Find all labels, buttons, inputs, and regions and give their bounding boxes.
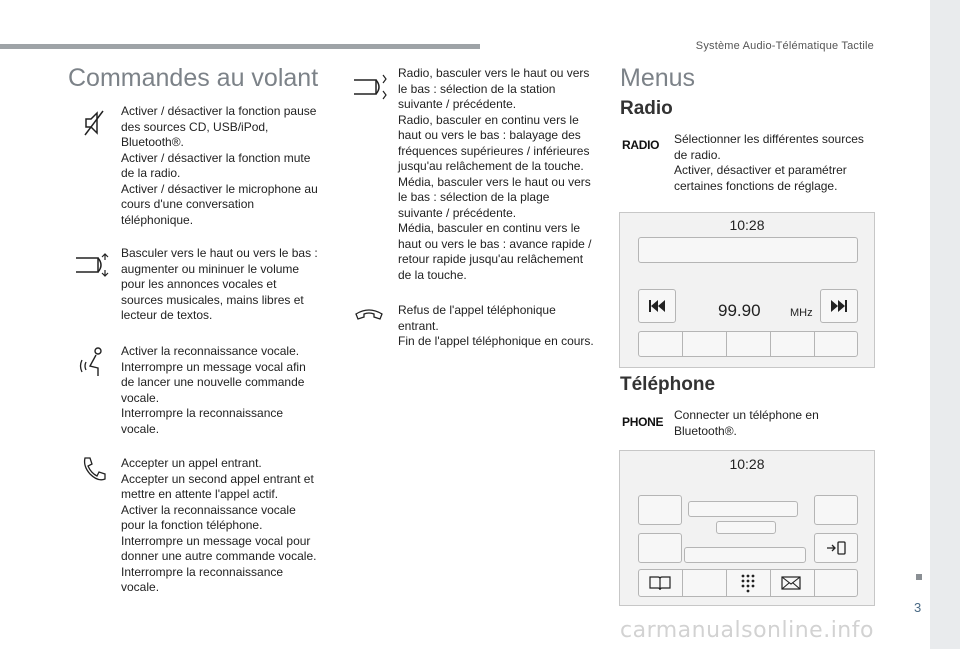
left-item-2-text: Basculer vers le haut ou vers le bas : augmenter ou mininuer le volume pour les annonces vocales et sources musicales, mains libres et lecteur de textos. [121,246,318,322]
radio-badge: RADIO [622,138,660,152]
phone-heading: Téléphone [620,374,716,395]
phone-screen [619,450,875,606]
radio-frequency: 99.90 [718,301,761,320]
phone-connect-button[interactable] [814,533,858,563]
phone-connect-icon [815,534,857,562]
preset-divider [682,331,683,357]
radio-prev-button[interactable] [638,289,676,323]
contacts-icon[interactable] [648,574,672,592]
phone-text: Connecter un téléphone en Bluetooth®. [674,408,819,438]
phone-clock: 10:28 [729,456,765,472]
skip-back-icon [639,290,675,322]
preset-divider [814,331,815,357]
radio-text: Sélectionner les différentes sources de radio. Activer, désactiver et paramétrer certaines fonctions de réglage. [674,132,864,193]
top-rule [0,44,480,49]
radio-next-button[interactable] [820,289,858,323]
left-item-4-text: Accepter un appel entrant. Accepter un second appel entrant et mettre en attente l'appel actif. Activer la reconnaissance vocale pour la fonction téléphone. Interrompre un message vocal pour donner une autre commande vocale. Interrompre la reconnaissance vocale. [121,456,317,594]
left-item-1-text: Activer / désactiver la fonction pause des sources CD, USB/iPod, Bluetooth®. Activer / désactiver la fonction mute de la radio. Activer / désactiver le microphone au cours d'une conversation téléphonique. [121,104,318,227]
skip-forward-icon [821,290,857,322]
mute-pause-icon [82,108,106,138]
radio-clock: 10:28 [729,217,765,233]
phone-right-button-1[interactable] [814,495,858,525]
section-header: Système Audio-Télématique Tactile [695,40,874,52]
phone-bar-divider [814,569,815,597]
page-number: 3 [914,600,922,615]
radio-heading: Radio [620,98,673,119]
phone-hangup-icon [354,308,384,322]
watermark: carmanualsonline.info [620,618,874,643]
preset-divider [726,331,727,357]
phone-bar-divider [682,569,683,597]
scroll-wheel-icon [352,72,388,102]
radio-screen [619,212,875,368]
dialpad-icon[interactable] [740,573,756,593]
mid-item-2-text: Refus de l'appel téléphonique entrant. Fin de l'appel téléphonique en cours. [398,303,594,348]
preset-divider [770,331,771,357]
section-marker [916,574,922,580]
phone-left-button-2[interactable] [638,533,682,563]
menus-title: Menus [620,64,696,92]
message-icon[interactable] [780,575,802,591]
phone-bar-divider [770,569,771,597]
radio-unit: MHz [790,307,813,319]
phone-field-2[interactable] [716,521,776,534]
mid-item-1-text: Radio, basculer vers le haut ou vers le bas : sélection de la station suivante / précédente. Radio, basculer en continu vers le haut ou vers le bas : balayage des fréquences supérieures / inférieures jusqu'au relâchement de la touche. Média, basculer vers le haut ou vers le bas : sélection de la plage suivante / précédente. Média, basculer en continu vers le haut ou vers le bas : avance rapide / retour rapide jusqu'au relâchement de la touche. [398,66,592,282]
phone-field-1[interactable] [688,501,798,517]
phone-left-button-1[interactable] [638,495,682,525]
left-item-3-text: Activer la reconnaissance vocale. Interrompre un message vocal afin de lancer une nouvelle commande vocale. Interrompre la reconnaissance vocale. [121,344,306,436]
phone-bar-divider [726,569,727,597]
side-strip [930,0,960,649]
voice-recognition-icon [78,346,108,378]
phone-field-3[interactable] [684,547,806,563]
phone-answer-icon [80,455,106,483]
radio-station-bar[interactable] [638,237,858,263]
phone-badge: PHONE [622,415,664,429]
left-title: Commandes au volant [68,64,319,92]
radio-presets-bar[interactable] [638,331,858,357]
volume-wheel-icon [74,250,110,280]
